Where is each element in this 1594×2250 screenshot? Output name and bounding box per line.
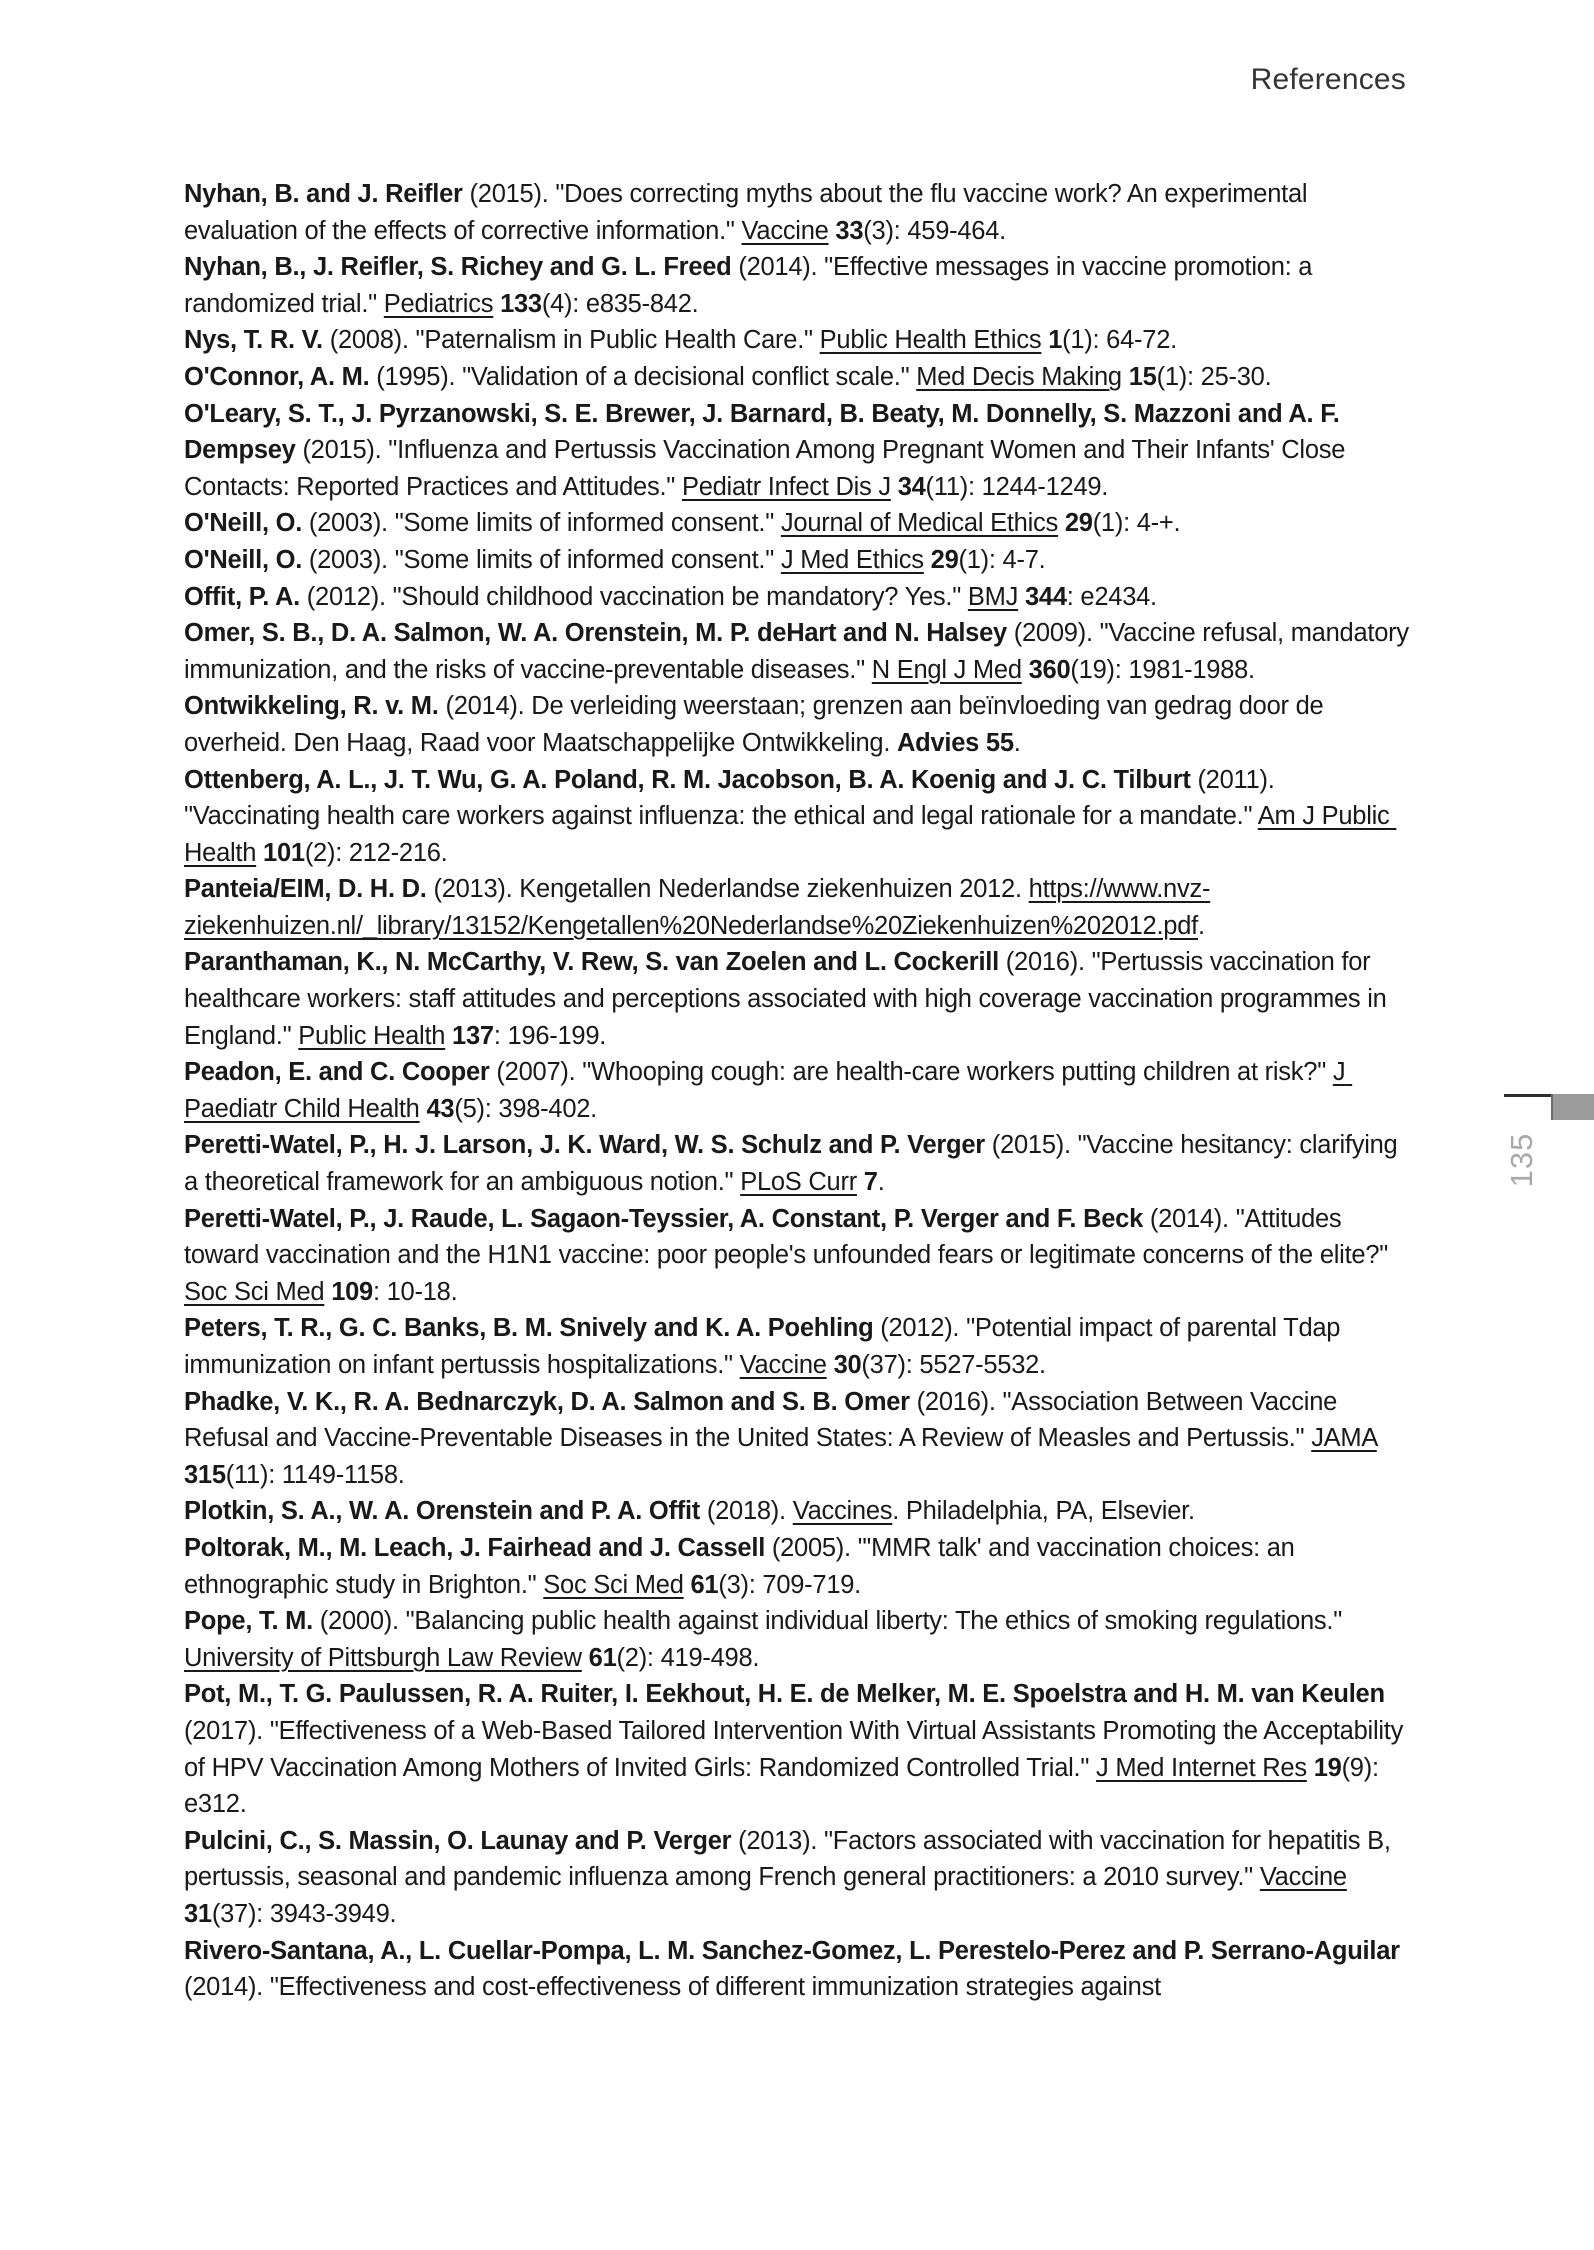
page-tab-marker (1551, 1094, 1594, 1120)
reference-text: . (1013, 728, 1021, 757)
reference-entry (184, 1823, 1412, 1933)
reference-authors: Ottenberg, A. L., J. T. Wu, G. A. Poland, R. M. Jacobson, B. A. Koenig and J. C. Tilburt (184, 765, 1191, 794)
reference-text: (2013). Kengetallen Nederlandse ziekenhuizen 2012. (426, 875, 1029, 904)
reference-url-link[interactable]: https://www.nvz-ziekenhuizen.nl/_library/13152/Kengetallen%20Nederlandse%20Ziekenhuizen%202012.pdf (184, 875, 1211, 940)
reference-text: (1): 4-7. (958, 545, 1046, 574)
reference-text: (4): e835-842. (541, 289, 699, 318)
reference-authors: Peretti-Watel, P., J. Raude, L. Sagaon-Teyssier, A. Constant, P. Verger and F. Beck (184, 1204, 1144, 1233)
reference-authors: Pope, T. M. (184, 1607, 313, 1636)
reference-text (924, 546, 931, 574)
reference-entry (184, 1603, 1412, 1676)
page-header-title: References (1250, 63, 1406, 96)
reference-entry (184, 762, 1412, 872)
reference-authors: O'Connor, A. M. (184, 362, 370, 391)
reference-text: (2018). (700, 1497, 793, 1526)
reference-authors: 344 (1024, 582, 1067, 611)
reference-text: (37): 5527-5532. (861, 1351, 1046, 1379)
reference-text: (2012). "Should childhood vaccination be mandatory? Yes." (299, 582, 968, 611)
reference-authors: 43 (426, 1094, 455, 1123)
reference-text (1347, 1863, 1354, 1891)
reference-entry (184, 1310, 1412, 1383)
reference-authors: Peters, T. R., G. C. Banks, B. M. Snively and K. A. Poehling (184, 1314, 874, 1343)
reference-text (857, 1168, 864, 1196)
reference-journal: J Paediatr Child Health (184, 1058, 1353, 1123)
reference-authors: 34 (897, 472, 926, 501)
reference-text: (1995). "Validation of a decisional conflict scale." (369, 362, 917, 391)
reference-text: (1): 25-30. (1156, 362, 1272, 391)
reference-authors: Paranthaman, K., N. McCarthy, V. Rew, S. van Zoelen and L. Cockerill (184, 948, 999, 977)
reference-journal: Public Health Ethics (819, 326, 1042, 355)
reference-journal: Vaccines (792, 1497, 893, 1526)
reference-entry (184, 176, 1412, 249)
reference-text: (2014). "Attitudes toward vaccination and the H1N1 vaccine: poor people's unfounded fears or legitimate concerns of the elite?" (184, 1204, 1395, 1270)
reference-text (891, 473, 898, 501)
reference-journal: JAMA (1311, 1424, 1377, 1453)
reference-text: (2005). "'MMR talk' and vaccination choices: an ethnographic study in Brighton." (184, 1533, 1302, 1599)
reference-text (1018, 583, 1025, 611)
reference-authors: O'Leary, S. T., J. Pyrzanowski, S. E. Brewer, J. Barnard, B. Beaty, M. Donnelly, S. Mazzoni and A. F. Dempsey (184, 399, 1347, 465)
reference-text: (2016). "Pertussis vaccination for healthcare workers: staff attitudes and perceptions associated with high coverage vaccination programmes in England." (184, 948, 1394, 1050)
reference-text: (5): 398-402. (454, 1094, 598, 1123)
reference-entry (184, 505, 1412, 542)
reference-journal: Soc Sci Med (184, 1277, 325, 1306)
reference-text: (3): 709-719. (718, 1570, 862, 1599)
reference-text (827, 1351, 834, 1379)
reference-entry (184, 359, 1412, 396)
reference-journal: Pediatrics (383, 289, 494, 318)
reference-authors: 101 (263, 838, 305, 867)
reference-text: (37): 3943-3949. (211, 1899, 397, 1928)
reference-authors: 30 (833, 1351, 862, 1379)
reference-entry (184, 615, 1416, 688)
reference-text: (2015). "Does correcting myths about the flu vaccine work? An experimental evaluation of the effects of corrective information." (184, 180, 1315, 245)
reference-text: (9): e312. (184, 1753, 1386, 1819)
reference-journal: University of Pittsburgh Law Review (184, 1643, 582, 1672)
reference-entry (184, 322, 1412, 359)
reference-entry (184, 542, 1412, 579)
reference-text: (1): 4-+. (1092, 509, 1181, 538)
reference-journal: J Med Ethics (780, 545, 924, 574)
reference-text: . (877, 1168, 885, 1197)
reference-authors: Omer, S. B., D. A. Salmon, W. A. Orenstein, M. P. deHart and N. Halsey (184, 619, 1007, 648)
reference-text: (2003). "Some limits of informed consent." (302, 509, 781, 538)
reference-authors: 33 (835, 216, 864, 245)
reference-text: (2017). "Effectiveness of a Web-Based Tailored Intervention With Virtual Assistants Promoting the Acceptability of HPV Vaccination Among Mothers of Invited Girls: Randomized Controlled Trial." (184, 1680, 1410, 1782)
reference-text: . (1198, 911, 1205, 940)
reference-authors: 137 (452, 1021, 494, 1050)
reference-entry (184, 396, 1412, 506)
reference-authors: 109 (331, 1277, 373, 1306)
reference-text (1122, 363, 1129, 391)
reference-entry (184, 944, 1412, 1054)
reference-authors: Phadke, V. K., R. A. Bednarczyk, D. A. Salmon and S. B. Omer (184, 1387, 910, 1416)
reference-authors: Advies 55 (897, 728, 1014, 757)
reference-authors: Nyhan, B., J. Reifler, S. Richey and G. L. Freed (184, 253, 732, 282)
reference-authors: 31 (184, 1899, 212, 1928)
reference-authors: 315 (184, 1460, 226, 1489)
reference-entry (184, 1201, 1412, 1311)
reference-text: (2): 419-498. (616, 1643, 760, 1672)
reference-journal: Med Decis Making (916, 362, 1122, 391)
reference-text: (2): 212-216. (304, 838, 448, 867)
page-number: 135 (1504, 1132, 1539, 1188)
reference-journal: BMJ (967, 582, 1019, 611)
reference-journal: J Med Internet Res (1096, 1753, 1307, 1782)
reference-text: : 196-199. (493, 1021, 607, 1050)
reference-text: (2014). De verleiding weerstaan; grenzen aan beïnvloeding van gedrag door de overheid. Den Haag, Raad voor Maatschappelijke Ontwikkeling. (184, 692, 1331, 757)
reference-authors: 61 (690, 1570, 719, 1599)
reference-entry (184, 871, 1412, 944)
reference-authors: Rivero-Santana, A., L. Cuellar-Pompa, L. M. Sanchez-Gomez, L. Perestelo-Perez and P. Serrano-Aguilar (184, 1936, 1400, 1965)
reference-authors: Offit, P. A. (184, 582, 300, 611)
reference-text: (11): 1244-1249. (925, 472, 1109, 501)
reference-text: (2008). "Paternalism in Public Health Care." (322, 326, 820, 355)
reference-text: (2014). "Effective messages in vaccine promotion: a randomized trial." (184, 253, 1320, 318)
reference-text (582, 1644, 589, 1672)
reference-journal: Vaccine (739, 1351, 827, 1379)
reference-text: (2007). "Whooping cough: are health-care workers putting children at risk?" (489, 1058, 1333, 1087)
reference-entry (184, 1933, 1412, 2006)
reference-authors: Plotkin, S. A., W. A. Orenstein and P. A. Offit (184, 1497, 701, 1526)
reference-text: (19): 1981-1988. (1070, 655, 1255, 684)
reference-text: (2014). "Effectiveness and cost-effectiveness of different immunization strategies against (184, 1936, 1407, 2002)
reference-text: (1): 64-72. (1062, 326, 1177, 355)
reference-authors: 7 (863, 1168, 878, 1197)
reference-journal: Vaccine (741, 216, 829, 245)
reference-text: : e2434. (1066, 582, 1157, 611)
reference-authors: 29 (1064, 509, 1093, 538)
reference-authors: Peadon, E. and C. Cooper (184, 1058, 490, 1087)
reference-text: (2015). "Influenza and Pertussis Vaccination Among Pregnant Women and Their Infants' Close Contacts: Reported Practices and Attitudes." (184, 436, 1353, 501)
reference-authors: 15 (1128, 362, 1157, 391)
reference-authors: O'Neill, O. (184, 509, 303, 538)
reference-text (1058, 509, 1065, 537)
reference-authors: Ontwikkeling, R. v. M. (184, 692, 439, 721)
references-list (184, 176, 1416, 2006)
page-tab-line (1504, 1094, 1551, 1097)
reference-entry (184, 249, 1412, 322)
reference-text: (2003). "Some limits of informed consent." (302, 545, 781, 574)
reference-authors: Pulcini, C., S. Massin, O. Launay and P. Verger (184, 1826, 732, 1855)
reference-text (1022, 656, 1029, 684)
reference-text: (2009). "Vaccine refusal, mandatory immunization, and the risks of vaccine-preventable diseases." (184, 619, 1416, 684)
reference-entry (184, 1493, 1412, 1530)
reference-journal: PLoS Curr (740, 1168, 857, 1197)
reference-authors: 1 (1048, 326, 1063, 355)
reference-authors: 61 (588, 1643, 617, 1672)
reference-authors: Nys, T. R. V. (184, 326, 323, 355)
reference-authors: Peretti-Watel, P., H. J. Larson, J. K. Ward, W. S. Schulz and P. Verger (184, 1131, 985, 1160)
reference-text: (2016). "Association Between Vaccine Refusal and Vaccine-Preventable Diseases in the United States: A Review of Measles and Pertussis." (184, 1387, 1344, 1453)
reference-text (1307, 1754, 1314, 1782)
reference-journal: N Engl J Med (871, 655, 1022, 684)
reference-entry (184, 1384, 1412, 1494)
reference-text: (2015). "Vaccine hesitancy: clarifying a theoretical framework for an ambiguous notion." (184, 1131, 1405, 1197)
reference-text: (3): 459-464. (863, 216, 1006, 245)
reference-entry (184, 1530, 1412, 1603)
reference-entry (184, 1127, 1412, 1200)
reference-text: : 10-18. (372, 1277, 458, 1306)
reference-journal: Public Health (298, 1021, 446, 1050)
reference-authors: 133 (500, 289, 542, 318)
reference-authors: O'Neill, O. (184, 545, 303, 574)
reference-text: (2012). "Potential impact of parental Tdap immunization on infant pertussis hospitalizations." (184, 1314, 1348, 1379)
reference-authors: 29 (930, 545, 959, 574)
reference-authors: 360 (1028, 655, 1071, 684)
reference-authors: Pot, M., T. G. Paulussen, R. A. Ruiter, I. Eekhout, H. E. de Melker, M. E. Spoelstra and H. M. van Keulen (184, 1680, 1385, 1709)
reference-journal: Vaccine (1259, 1863, 1347, 1892)
reference-entry (184, 1054, 1412, 1127)
reference-text (256, 839, 263, 867)
reference-entry (184, 688, 1412, 761)
reference-authors: Panteia/EIM, D. H. D. (184, 875, 427, 904)
reference-entry (184, 579, 1412, 616)
reference-authors: Poltorak, M., M. Leach, J. Fairhead and J. Cassell (184, 1533, 766, 1562)
reference-text: (2013). "Factors associated with vaccination for hepatitis B, pertussis, seasonal and pandemic influenza among French general practitioners: a 2010 survey." (184, 1826, 1398, 1892)
reference-authors: 19 (1313, 1753, 1342, 1782)
reference-text: (11): 1149-1158. (225, 1460, 405, 1489)
reference-text: (2011). "Vaccinating health care workers against influenza: the ethical and legal rationale for a mandate." (184, 765, 1282, 831)
reference-journal: Pediatr Infect Dis J (681, 472, 891, 501)
reference-text (1377, 1424, 1384, 1452)
reference-entry (184, 1676, 1412, 1822)
reference-journal: Journal of Medical Ethics (780, 509, 1058, 538)
reference-text: (2000). "Balancing public health against individual liberty: The ethics of smoking regulations." (312, 1607, 1349, 1636)
reference-journal: Am J Public Health (184, 802, 1397, 867)
reference-authors: Nyhan, B. and J. Reifler (184, 180, 463, 208)
reference-text: . Philadelphia, PA, Elsevier. (892, 1497, 1195, 1526)
reference-journal: Soc Sci Med (543, 1570, 684, 1599)
